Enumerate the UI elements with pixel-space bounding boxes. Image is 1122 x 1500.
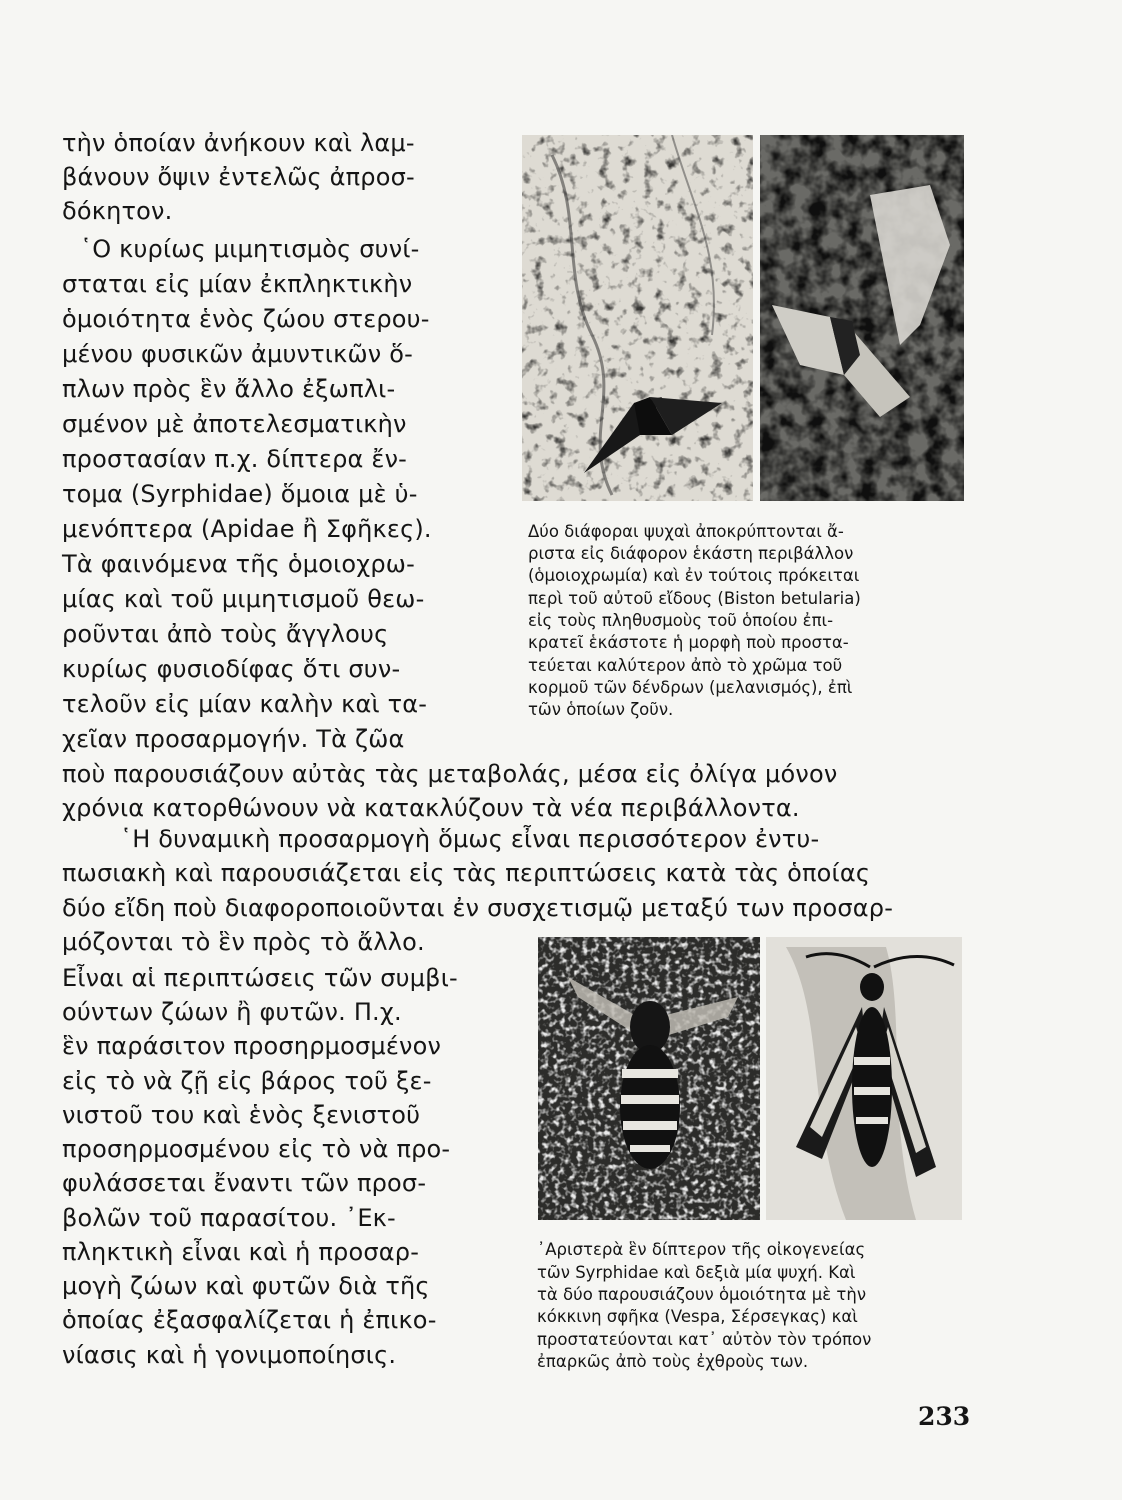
caption-line: ἐπαρκῶς ἀπὸ τοὺς ἐχθροὺς των. (537, 1352, 809, 1371)
text-line: ποὺ παρουσιάζουν αὐτὰς τὰς μεταβολάς, μέσα εἰς ὀλίγα μόνον (62, 760, 838, 788)
text-line: ὁποίας ἐξασφαλίζεται ἡ ἐπικο- (62, 1306, 437, 1334)
caption-line: κόκκινη σφῆκα (Vespa, Σέρσεγκας) καὶ (537, 1307, 858, 1326)
text-line: προσηρμοσμένου εἰς τὸ νὰ προ- (62, 1135, 451, 1163)
caption-line: Δύο διάφοραι ψυχαὶ ἀποκρύπτονται ἄ- (528, 522, 844, 541)
text-line: δύο εἴδη ποὺ διαφοροποιοῦνται ἐν συσχετισμῷ μεταξύ των προσαρ- (62, 894, 894, 922)
photo-light-bark-dark-moth (522, 135, 753, 501)
text-line: βολῶν τοῦ παρασίτου. ᾿Εκ- (62, 1204, 396, 1232)
photo-syrphid-fly (538, 937, 760, 1220)
photo-dark-bark-light-moth (760, 135, 964, 501)
page-number: 233 (918, 1402, 971, 1431)
text-line: ῾Ο κυρίως μιμητισμὸς συνί- (80, 235, 420, 263)
caption-line: περὶ τοῦ αὐτοῦ εἴδους (Biston betularia) (528, 589, 861, 608)
text-line: σμένον μὲ ἀποτελεσματικὴν (62, 410, 407, 438)
text-line: τελοῦν εἰς μίαν καλὴν καὶ τα- (62, 690, 428, 718)
caption-line: τῶν ὁποίων ζοῦν. (528, 700, 674, 719)
text-line: προστασίαν π.χ. δίπτερα ἔν- (62, 445, 408, 473)
text-line: ὁμοιότητα ἑνὸς ζώου στερου- (62, 305, 430, 333)
text-line: τὴν ὁποίαν ἀνήκουν καὶ λαμ- (62, 129, 415, 157)
text-line: πλων πρὸς ἓν ἄλλο ἐξωπλι- (62, 375, 396, 403)
text-line: κυρίως φυσιοδίφας ὅτι συν- (62, 655, 401, 683)
text-line: τομα (Syrphidae) ὅμοια μὲ ὑ- (62, 480, 418, 508)
text-line: πωσιακὴ καὶ παρουσιάζεται εἰς τὰς περιπτώσεις κατὰ τὰς ὁποίας (62, 859, 871, 887)
caption-line: τὰ δύο παρουσιάζουν ὁμοιότητα μὲ τὴν (537, 1285, 867, 1304)
text-line: Εἶναι αἱ περιπτώσεις τῶν συμβι- (62, 964, 458, 992)
text-line: Τὰ φαινόμενα τῆς ὁμοιοχρω- (62, 550, 415, 578)
text-line: εἰς τὸ νὰ ζῇ εἰς βάρος τοῦ ξε- (62, 1067, 432, 1095)
caption-line: ριστα εἰς διάφορον ἑκάστη περιβάλλον (528, 544, 854, 563)
text-line: φυλάσσεται ἔναντι τῶν προσ- (62, 1169, 427, 1197)
text-line: ούντων ζώων ἢ φυτῶν. Π.χ. (62, 998, 402, 1026)
text-line: μόζονται τὸ ἓν πρὸς τὸ ἄλλο. (62, 928, 425, 956)
text-line: χεῖαν προσαρμογήν. Τὰ ζῶα (62, 725, 405, 753)
text-line: ροῦνται ἀπὸ τοὺς ἄγγλους (62, 620, 389, 648)
text-line: βάνουν ὄψιν ἐντελῶς ἀπροσ- (62, 163, 415, 191)
caption-line: ᾿Αριστερὰ ἓν δίπτερον τῆς οἰκογενείας (537, 1240, 866, 1259)
caption-line: κρατεῖ ἑκάστοτε ἡ μορφὴ ποὺ προστα- (528, 633, 849, 652)
text-line: μογὴ ζώων καὶ φυτῶν διὰ τῆς (62, 1272, 430, 1300)
text-line: πληκτικὴ εἶναι καὶ ἡ προσαρ- (62, 1238, 420, 1266)
text-line: χρόνια κατορθώνουν νὰ κατακλύζουν τὰ νέα περιβάλλοντα. (62, 794, 800, 822)
caption-line: κορμοῦ τῶν δένδρων (μελανισμός), ἐπὶ (528, 678, 853, 697)
text-line: νίασις καὶ ἡ γονιμοποίησις. (62, 1341, 397, 1369)
caption-line: εἰς τοὺς πληθυσμοὺς τοῦ ὁποίου ἐπι- (528, 611, 834, 630)
text-line: ἓν παράσιτον προσηρμοσμένον (62, 1032, 442, 1060)
photo-clearwing-moth (766, 937, 962, 1220)
caption-line: τεύεται καλύτερον ἀπὸ τὸ χρῶμα τοῦ (528, 656, 843, 675)
text-line: σταται εἰς μίαν ἐκπληκτικὴν (62, 270, 413, 298)
caption-line: προστατεύονται κατ᾿ αὐτὸν τὸν τρόπον (537, 1330, 872, 1349)
text-line: νιστοῦ του καὶ ἑνὸς ξενιστοῦ (62, 1101, 421, 1129)
text-line: μένου φυσικῶν ἀμυντικῶν ὅ- (62, 340, 413, 368)
caption-line: τῶν Syrphidae καὶ δεξιὰ μία ψυχή. Καὶ (537, 1263, 856, 1282)
caption-line: (ὁμοιοχρωμία) καὶ ἐν τούτοις πρόκειται (528, 566, 860, 585)
text-line: μίας καὶ τοῦ μιμητισμοῦ θεω- (62, 585, 425, 613)
text-line: ῾Η δυναμικὴ προσαρμογὴ ὅμως εἶναι περισσότερον ἐντυ- (120, 825, 820, 853)
text-line: μενόπτερα (Apidae ἢ Σφῆκες). (62, 515, 432, 543)
text-line: δόκητον. (62, 197, 173, 225)
